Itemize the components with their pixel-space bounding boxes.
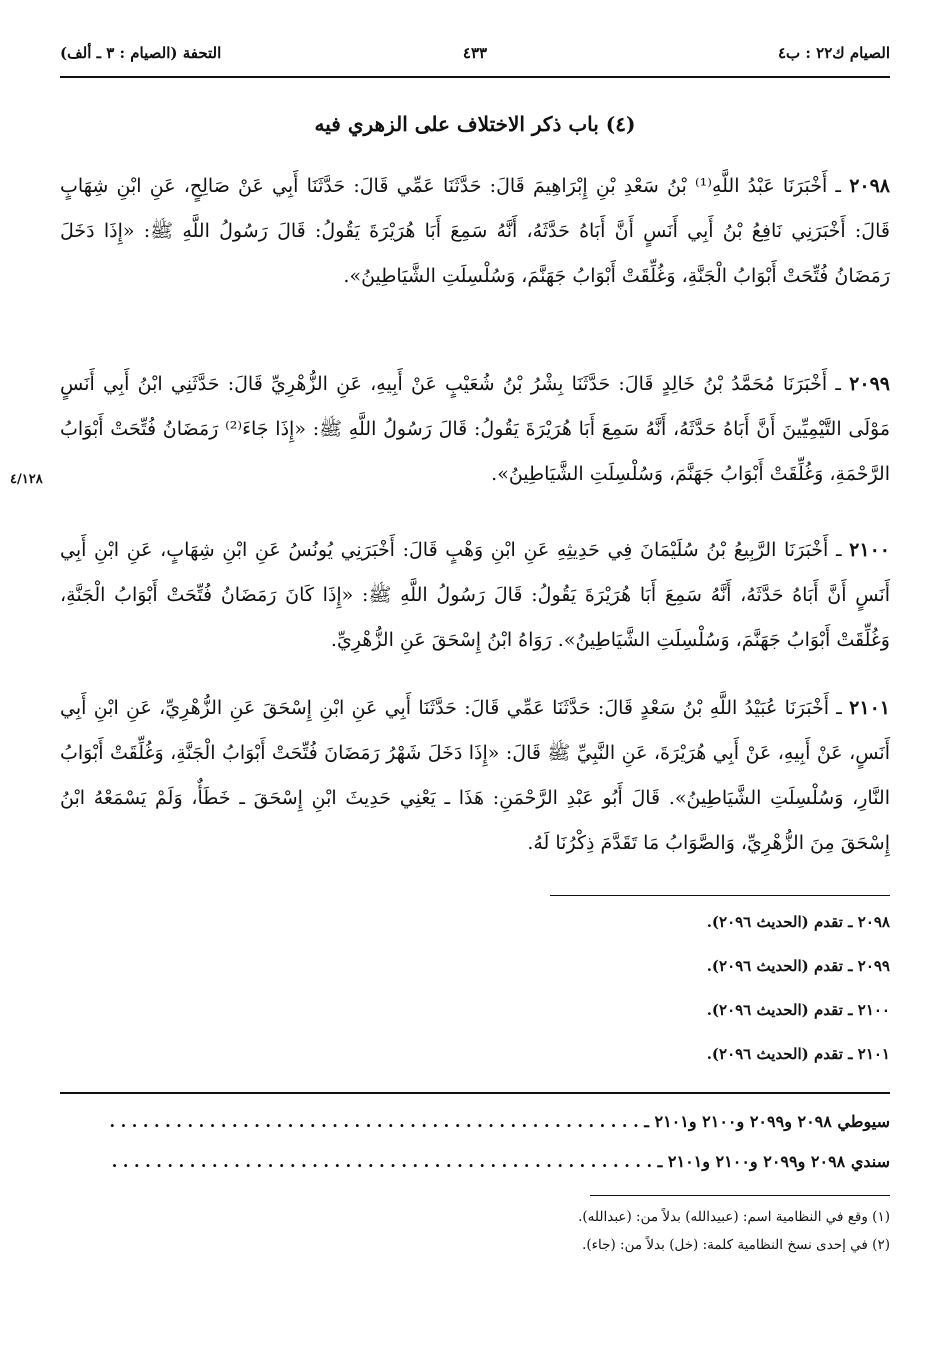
reference-sindi: سندي ٢٠٩٨ و٢٠٩٩ و٢١٠٠ و٢١٠١ ـ . . . . . . . . . . . . . . . . . . . . . . . . . . . . . . . . . . . . . . . . . . . . . . . . . xyxy=(111,1152,890,1171)
hadith-text: ـ أَخْبَرَنَا الرَّبِيعُ بْنُ سُلَيْمَانَ فِي حَدِيثِهِ عَنِ ابْنِ وَهْبٍ قَالَ: أَخْبَرَنِي يُونُسُ عَنِ ابْنِ شِهَابٍ، عَنِ ابْنِ أَبِي أَنَسٍ أَنَّ أَبَاهُ حَدَّثَهُ، أَنَّهُ سَمِعَ أَبَا هُرَيْرَةَ يَقُولُ: قَالَ رَسُولُ اللَّهِ ﷺ: «إِذَا كَانَ رَمَضَانُ فُتِّحَتْ أَبْوَابُ الْجَنَّةِ، وَغُلِّقَتْ أَبْوَابُ جَهَنَّمَ، وَسُلْسِلَتِ الشَّيَاطِينُ». رَوَاهُ ابْنُ إِسْحَقَ عَنِ الزُّهْرِيِّ. xyxy=(60,539,890,651)
header-tuhfa-ref: التحفة (الصيام : ٣ ـ ألف) xyxy=(60,44,222,62)
chapter-title: (٤) باب ذكر الاختلاف على الزهري فيه xyxy=(314,112,636,136)
hadith-text: ـ أَخْبَرَنَا عُبَيْدُ اللَّهِ بْنُ سَعْدٍ قَالَ: حَدَّثَنَا عَمِّي قَالَ: حَدَّثَنَا أَبِي عَنِ ابْنِ إِسْحَقَ عَنِ الزُّهْرِيِّ، عَنِ ابْنِ أَبِي أَنَسٍ، عَنْ أَبِيهِ، عَنْ أَبِي هُرَيْرَةَ، عَنِ النَّبِيِّ ﷺ قَالَ: «إِذَا دَخَلَ شَهْرُ رَمَضَانَ فُتِّحَتْ أَبْوَابُ الْجَنَّةِ، وَغُلِّقَتْ أَبْوَابُ النَّارِ، وَسُلْسِلَتِ الشَّيَاطِينُ». قَالَ أَبُو عَبْدِ الرَّحْمَنِ: هَذَا ـ يَعْنِي حَدِيثَ ابْنِ إِسْحَقَ ـ خَطَأٌ، وَلَمْ يَسْمَعْهُ ابْنُ إِسْحَقَ مِنَ الزُّهْرِيِّ، وَالصَّوَابُ مَا تَقَدَّمَ ذِكْرُنَا لَهُ. xyxy=(60,697,890,854)
reference-suyuti: سيوطي ٢٠٩٨ و٢٠٩٩ و٢١٠٠ و٢١٠١ ـ . . . . . . . . . . . . . . . . . . . . . . . . . . . . . . . . . . . . . . . . . . . . . . . . xyxy=(109,1112,890,1131)
takhrij-list xyxy=(290,910,890,1086)
hadith-text: ـ أَخْبَرَنَا مُحَمَّدُ بْنُ خَالِدٍ قَالَ: حَدَّثَنَا بِشْرُ بْنُ شُعَيْبٍ عَنْ أَبِيهِ، عَنِ الزُّهْرِيِّ قَالَ: حَدَّثَنِي ابْنُ أَبِي أَنَسٍ مَوْلَى التَّيْمِيِّينَ أَنَّ أَبَاهُ حَدَّثَهُ، أَنَّهُ سَمِعَ أَبَا هُرَيْرَةَ يَقُولُ: قَالَ رَسُولُ اللَّهِ ﷺ: «إِذَا جَاءَ⁽²⁾ رَمَضَانُ فُتِّحَتْ أَبْوَابُ الرَّحْمَةِ، وَغُلِّقَتْ أَبْوَابُ جَهَنَّمَ، وَسُلْسِلَتِ الشَّيَاطِينُ». xyxy=(60,373,890,485)
hadith-text: ـ أَخْبَرَنَا عَبْدُ اللَّهِ⁽¹⁾ بْنُ سَعْدِ بْنِ إِبْرَاهِيمَ قَالَ: حَدَّثَنَا عَمِّي قَالَ: حَدَّثَنَا أَبِي عَنْ صَالِحٍ، عَنِ ابْنِ شِهَابٍ قَالَ: أَخْبَرَنِي نَافِعُ بْنُ أَبِي أَنَسٍ أَنَّ أَبَاهُ حَدَّثَهُ، أَنَّهُ سَمِعَ أَبَا هُرَيْرَةَ يَقُولُ: قَالَ رَسُولُ اللَّهِ ﷺ: «إِذَا دَخَلَ رَمَضَانُ فُتِّحَتْ أَبْوَابُ الْجَنَّةِ، وَغُلِّقَتْ أَبْوَابُ جَهَنَّمَ، وَسُلْسِلَتِ الشَّيَاطِينُ». xyxy=(60,175,890,287)
hadith-2100 xyxy=(60,528,890,663)
takhrij-divider xyxy=(550,895,890,896)
takhrij-item: ٢٠٩٨ ـ تقدم (الحديث ٢٠٩٦). xyxy=(706,913,890,931)
header-section-ref: الصيام ك٢٢ : ب٤ xyxy=(777,44,890,62)
hadith-2101 xyxy=(60,686,890,866)
margin-volume-page-note: ٤/١٢٨ xyxy=(10,472,43,487)
takhrij-item: ٢١٠١ ـ تقدم (الحديث ٢٠٩٦). xyxy=(706,1045,890,1063)
takhrij-item: ٢٠٩٩ ـ تقدم (الحديث ٢٠٩٦). xyxy=(706,957,890,975)
hadith-number: ٢١٠١ xyxy=(849,697,890,719)
footnote-1: (١) وقع في النظامية اسم: (عبيدالله) بدلاً من: (عبدالله). xyxy=(578,1209,890,1225)
running-header xyxy=(60,44,890,72)
hadith-2098 xyxy=(60,164,890,299)
hadith-number: ٢١٠٠ xyxy=(849,539,890,561)
commentary-references xyxy=(60,1108,890,1188)
footnotes-divider xyxy=(590,1195,890,1196)
footnotes xyxy=(290,1205,890,1261)
header-divider xyxy=(60,76,890,78)
hadith-2099 xyxy=(60,362,890,497)
hadith-number: ٢٠٩٩ xyxy=(849,373,890,395)
hadith-number: ٢٠٩٨ xyxy=(849,175,891,197)
page-number: ٤٣٣ xyxy=(462,44,488,62)
takhrij-item: ٢١٠٠ ـ تقدم (الحديث ٢٠٩٦). xyxy=(706,1001,890,1019)
footnote-2: (٢) في إحدى نسخ النظامية كلمة: (خل) بدلاً من: (جاء). xyxy=(582,1237,890,1253)
references-divider xyxy=(60,1092,890,1094)
